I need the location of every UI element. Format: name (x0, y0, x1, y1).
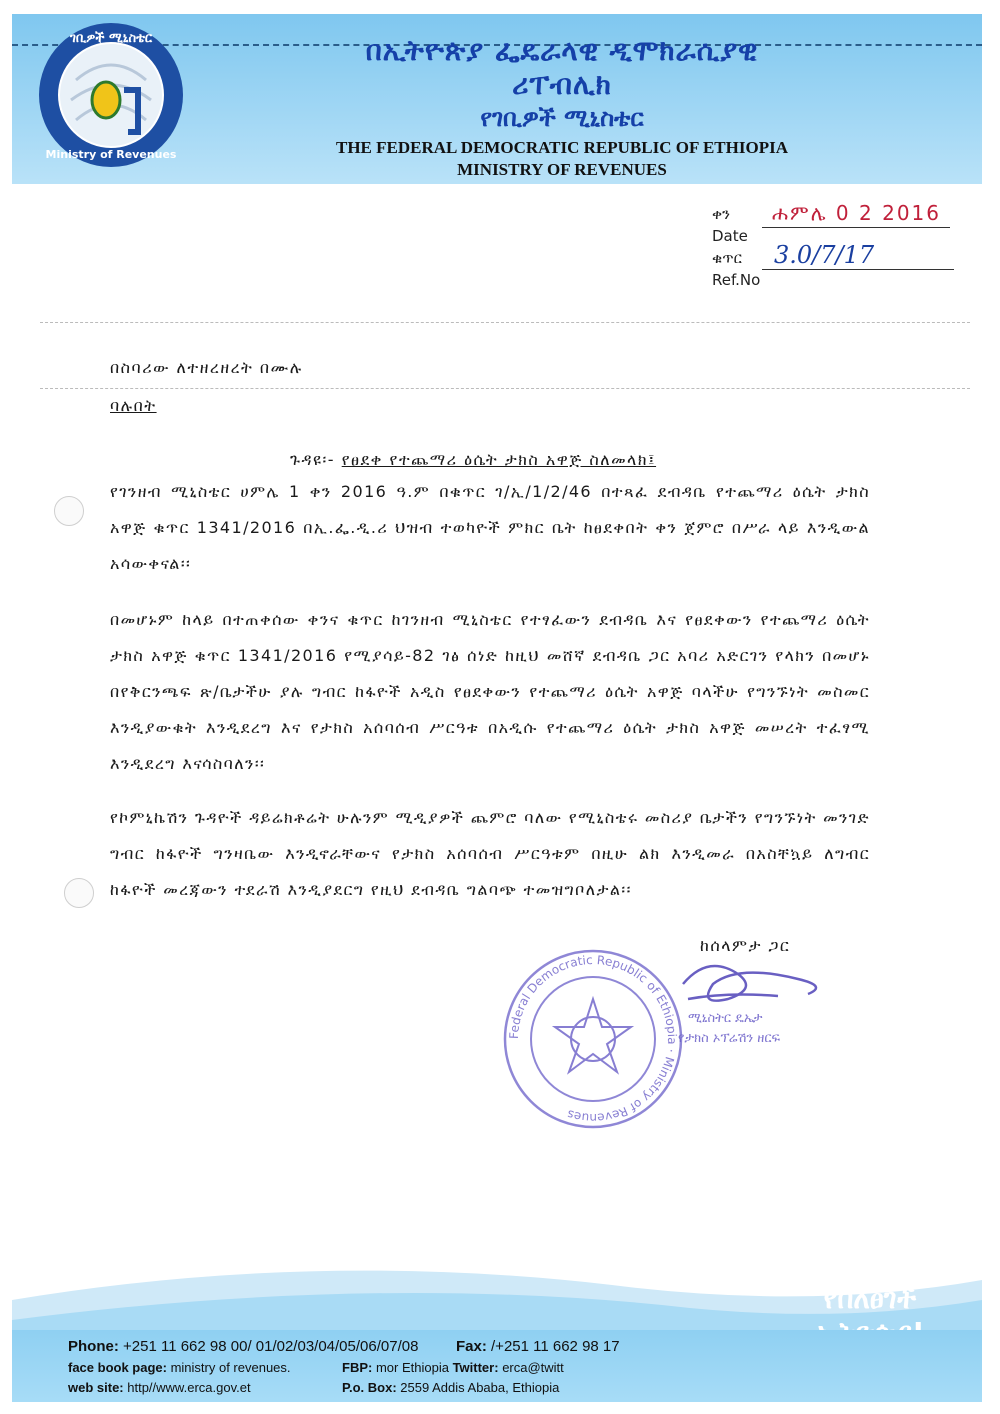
body-paragraph: የኮምኒኬሽን ጉዳዮች ዳይሬክቶሬት ሁሉንም ሚዲያዎች ጨምሮ ባለው የሚኒስቴሩ መስሪያ ቤታችን የግንኙነት መንገድ ግብር ከፋዮች ግንዛቤው እንዲኖራቸውና የታክስ አሰባሰብ ሥርዓቱም በዚሁ ልክ እንዲመራ በአስቸኳይ ለግብር ከፋዮች መረጃውን ተደራሽ እንዲያደርግ የዚህ ደብዳቤ ግልባጭ ተመዝግቦለታል፡፡ (110, 808, 870, 899)
fax-value: /+251 11 662 98 17 (491, 1338, 620, 1355)
date-label-en: Date (712, 227, 748, 245)
addressee-location: ባሉበት (110, 396, 157, 415)
footer-fbp-twitter (342, 1360, 564, 1375)
web-value: http//www.erca.gov.et (127, 1380, 251, 1395)
footer-pobox (342, 1380, 559, 1395)
signature-sector: የታክስ ኦፕሬሽን ዘርፍ (678, 1031, 781, 1046)
body-paragraph: የገንዘብ ሚኒስቴር ሀምሌ 1 ቀን 2016 ዓ.ም በቁጥር ገ/ኢ/1/2/46 በተጻፈ ደብዳቤ የተጨማሪ ዕሴት ታክስ አዋጅ ቁጥር 1341/2016 በኢ.ፌ.ዲ.ሪ ህዝብ ተወካዮች ምክር ቤት ከፀደቀበት ቀን ጀምሮ በሥራ ላይ እንዲውል አሳውቀናል፡፡ (110, 482, 870, 573)
closing-regards: ከሰላምታ ጋር (700, 936, 791, 955)
date-ref-block (712, 201, 972, 293)
footer-fax (456, 1338, 620, 1355)
footer-facebook (68, 1360, 291, 1375)
subject-line (290, 450, 656, 470)
phone-label: Phone: (68, 1338, 119, 1355)
svg-text:Federal Democratic Republic of: Federal Democratic Republic of Ethiopia · Ministry of Revenues (506, 952, 680, 1126)
header-amharic-country: በኢትዮጵያ ፌዴራላዊ ዲሞክራሲያዊ ሪፐብሊክ (365, 34, 759, 101)
addressee-line: በስባሪው ለተዘረዘረት በሙሉ (110, 358, 303, 377)
pobox-label: P.o. Box: (342, 1380, 397, 1395)
footer-contacts (12, 1330, 982, 1402)
footer-phone (68, 1338, 418, 1355)
svg-text:Ministry of Revenues: Ministry of Revenues (45, 148, 177, 161)
svg-text:ገቢዎች ሚኒስቴር: ገቢዎች ሚኒስቴር (69, 31, 153, 46)
separator-line (40, 322, 970, 323)
ref-row (712, 241, 972, 271)
web-label: web site: (68, 1380, 124, 1395)
header-english-ministry: MINISTRY OF REVENUES (457, 160, 667, 179)
punch-hole (64, 878, 94, 908)
signature-title: ሚኒስትር ዴኤታ (688, 1011, 763, 1026)
official-stamp (498, 944, 838, 1134)
facebook-label: face book page: (68, 1360, 167, 1375)
ref-label-am: ቁጥር (712, 249, 742, 267)
phone-value: +251 11 662 98 00/ 01/02/03/04/05/06/07/08 (123, 1338, 419, 1355)
date-row (712, 201, 972, 227)
ref-label-en: Ref.No (712, 271, 761, 289)
slogan-line: የበለፀገች (823, 1282, 917, 1315)
body-paragraph: በመሆኑም ከላይ በተጠቀሰው ቀንና ቁጥር ከገንዘብ ሚኒስቴር የተፃፈውን ደብዳቤ እና የፀደቀውን የተጨማሪ ዕሴት ታክስ አዋጅ ቁጥር 1341/2016 የሚያሳይ-82 ገፅ ሰነድ ከዚህ መሸኛ ደብዳቤ ጋር አባሪ አድርገን የላክን በመሆኑ በየቅርንጫፍ ጽ/ቤታችሁ ያሉ ግብር ከፋዮች አዲስ የፀደቀውን የተጨማሪ ዕሴት አዋጅ ባላችሁ የግንኙነት መስመር እንዲያውቁት እንዲደረግ እና የታክስ አሰባሰብ ሥርዓቱ በአዲሱ የተጨማሪ ዕሴት ታክስ አዋጅ መሠረት ተፈፃሚ እንዲደረግ እናሳስባለን፡፡ (110, 610, 870, 773)
subject-text: የፀደቀ የተጨማሪ ዕሴት ታክስ አዋጅ ስለመላክ፤ (341, 450, 657, 469)
separator-line (40, 388, 970, 389)
header-title-block (312, 34, 812, 180)
ref-value: 3.0/7/17 (774, 241, 875, 269)
fbp-label: FBP: (342, 1360, 373, 1375)
header-english-country: THE FEDERAL DEMOCRATIC REPUBLIC OF ETHIOPIA (336, 138, 788, 157)
subject-label: ጉዳዩ፡- (290, 450, 336, 469)
fax-label: Fax: (456, 1338, 487, 1355)
footer-website (68, 1380, 251, 1395)
ref-underline (762, 269, 954, 270)
date-value: ሐምሌ 0 2 2016 (772, 201, 941, 225)
twitter-value: erca@twitt (502, 1360, 564, 1375)
ministry-logo (36, 20, 186, 170)
facebook-value: ministry of revenues. (170, 1360, 291, 1375)
pobox-value: 2559 Addis Ababa, Ethiopia (400, 1380, 560, 1395)
punch-hole (54, 496, 84, 526)
fbp-value: mor Ethiopia (375, 1360, 449, 1375)
header-amharic-ministry: የገቢዎች ሚኒስቴር (480, 104, 644, 132)
twitter-label: Twitter: (452, 1360, 499, 1375)
date-label-am: ቀን (712, 205, 730, 223)
ref-en-row (712, 271, 972, 293)
